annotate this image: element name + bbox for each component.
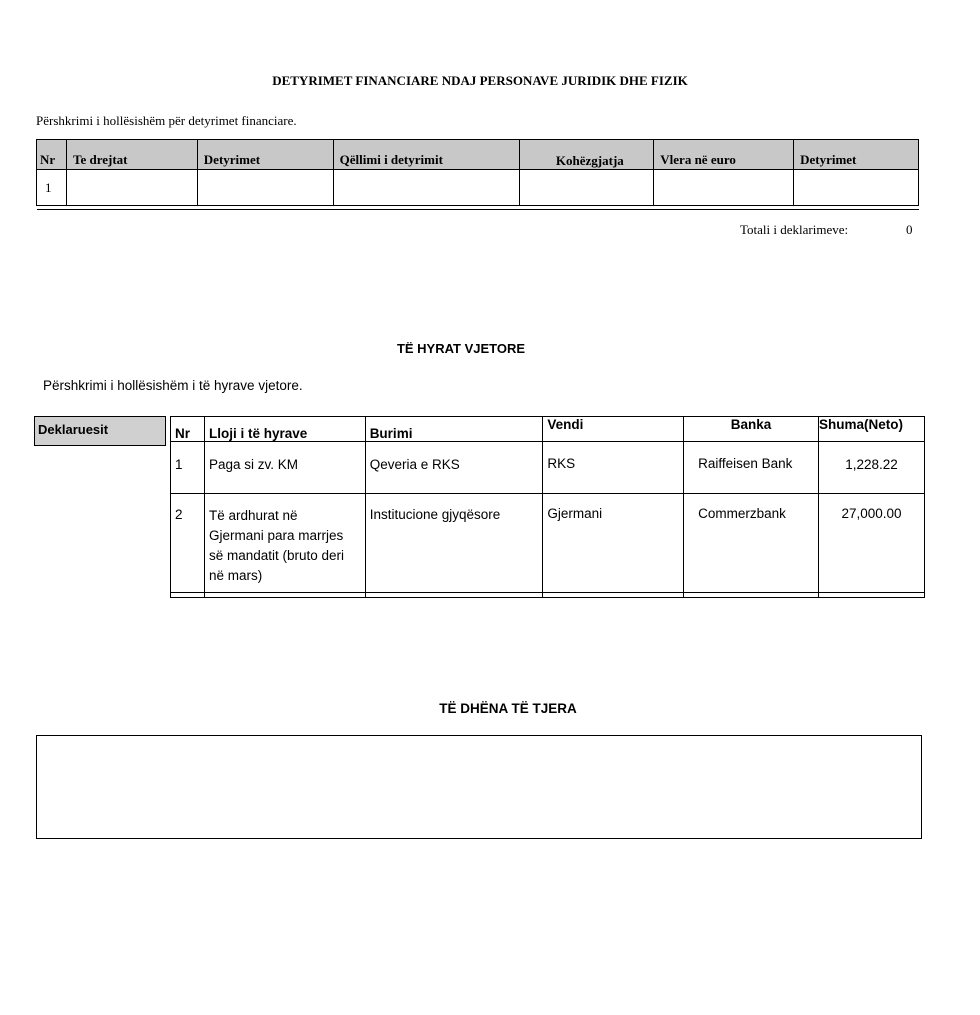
total-label: Totali i deklarimeve: [740, 222, 849, 237]
cell-source: Institucione gjyqësore [365, 494, 543, 593]
cell-income-type: Të ardhurat në Gjermani para marrjes së mandatit (bruto deri në mars) [204, 494, 365, 593]
col-header-obligations: Detyrimet [197, 140, 333, 170]
col-header-rights: Te drejtat [66, 140, 197, 170]
income-header-row [171, 417, 925, 442]
cell-nr: 1 [171, 442, 205, 494]
cell-nr: 1 [37, 170, 67, 206]
col-header-source: Burimi [365, 417, 543, 442]
obligations-header-row [37, 140, 919, 170]
col-header-income-type: Lloji i të hyrave [204, 417, 365, 442]
table-row [37, 170, 919, 206]
total-value: 0 [906, 222, 913, 237]
cell-country: RKS [543, 442, 684, 494]
cell-source: Qeveria e RKS [365, 442, 543, 494]
col-header-purpose: Qëllimi i detyrimit [333, 140, 520, 170]
col-header-value-euro: Vlera në euro [654, 140, 794, 170]
obligations-title: DETYRIMET FINANCIARE NDAJ PERSONAVE JURIDIK DHE FIZIK [272, 73, 688, 88]
obligations-description: Përshkrimi i hollësishëm për detyrimet financiare. [36, 113, 297, 128]
declarants-label: Deklaruesit [34, 416, 166, 446]
income-title: TË HYRAT VJETORE [396, 341, 526, 356]
cell-nr: 2 [171, 494, 205, 593]
obligations-table [36, 139, 919, 210]
income-description: Përshkrimi i hollësishëm i të hyrave vjetore. [43, 378, 303, 393]
other-data-title: TË DHËNA TË TJERA [439, 701, 577, 716]
cell-duration [520, 170, 654, 206]
table-end-rule [171, 593, 925, 598]
cell-country: Gjermani [543, 494, 684, 593]
cell-bank: Commerzbank [684, 494, 819, 593]
table-end-rule [37, 206, 919, 210]
other-data-box [36, 735, 922, 839]
cell-obligations-2 [794, 170, 919, 206]
cell-obligations [197, 170, 333, 206]
cell-bank: Raiffeisen Bank [684, 442, 819, 494]
cell-amount-net: 27,000.00 [819, 494, 925, 593]
cell-amount-net: 1,228.22 [819, 442, 925, 494]
cell-income-type: Paga si zv. KM [204, 442, 365, 494]
income-table [170, 416, 925, 598]
col-header-obligations-2: Detyrimet [794, 140, 919, 170]
col-header-bank: Banka [684, 417, 819, 442]
table-row [171, 494, 925, 593]
cell-rights [66, 170, 197, 206]
col-header-nr: Nr [171, 417, 205, 442]
cell-purpose [333, 170, 520, 206]
col-header-nr: Nr [37, 140, 67, 170]
table-row [171, 442, 925, 494]
cell-value-euro [654, 170, 794, 206]
col-header-duration: Kohëzgjatja [520, 140, 654, 170]
col-header-amount-net: Shuma(Neto) [819, 417, 925, 442]
col-header-country: Vendi [543, 417, 684, 442]
